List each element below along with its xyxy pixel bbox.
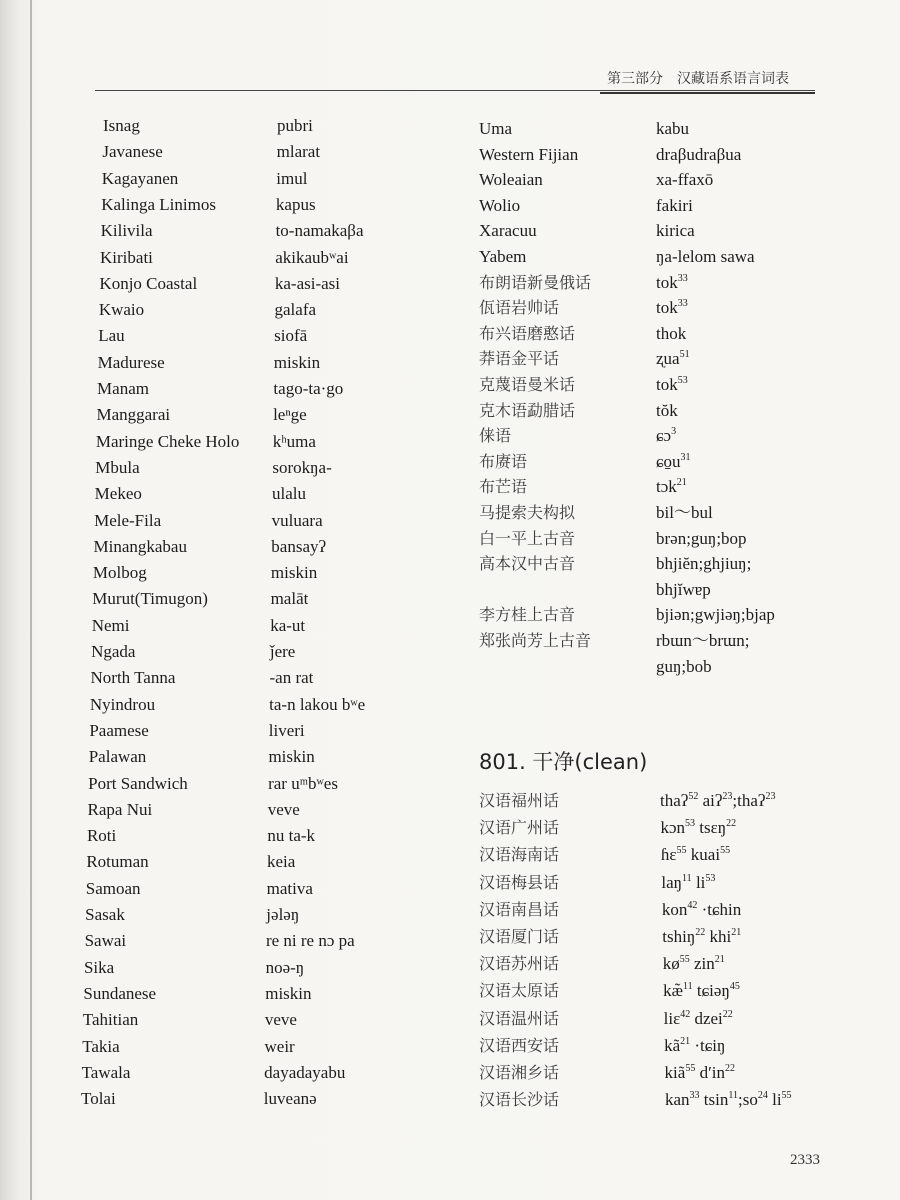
entry-form <box>656 375 688 395</box>
entry-language: 汉语温州话 <box>479 1008 560 1028</box>
entry-form-text: kʰuma <box>272 431 316 451</box>
entry-form <box>664 1009 733 1029</box>
entry-form-text: akikaubʷai <box>275 247 349 267</box>
entry-form <box>276 195 316 215</box>
entry-form-text: bil～bul <box>656 503 713 522</box>
entry-form-text: bhjĭwɐp <box>656 579 711 599</box>
entry-form-text: veve <box>267 799 300 819</box>
entry-language: Manggarai <box>96 405 171 425</box>
entry-form <box>265 1037 295 1057</box>
entry-form-text: tok <box>656 272 678 292</box>
entry-form <box>275 300 317 320</box>
entry-language: Port Sandwich <box>88 773 188 793</box>
entry-language: Lau <box>98 326 125 346</box>
entry-form-text: ulalu <box>272 484 306 504</box>
entry-form <box>660 791 775 811</box>
entry-form <box>664 1036 725 1056</box>
entry-language: 汉语海南话 <box>479 845 560 865</box>
entry-language: Konjo Coastal <box>99 273 198 293</box>
entry-form-text: jələŋ <box>266 905 300 924</box>
entry-form <box>656 196 693 216</box>
tone-number: 42 <box>680 1008 691 1020</box>
entry-form-text: laŋ <box>661 872 683 892</box>
tone-number: 23 <box>722 791 733 802</box>
entry-form-text: dayadayabu <box>264 1062 346 1082</box>
entry-form-text: li <box>767 1090 782 1110</box>
entry-language: Manam <box>97 379 149 398</box>
entry-form-text: rar uᵐbʷes <box>268 773 338 793</box>
running-header: 第三部分 汉藏语系语言词表 <box>607 71 789 87</box>
entry-form <box>266 958 305 978</box>
entry-form <box>656 349 690 369</box>
entry-form-text: weir <box>264 1036 295 1056</box>
entry-form <box>656 247 755 267</box>
entry-form <box>268 747 314 767</box>
entry-form-text: -an rat <box>269 668 314 688</box>
entry-language: Kalinga Linimos <box>101 194 216 214</box>
entry-language: 汉语福州话 <box>479 791 560 810</box>
entry-form-text: guŋ;bob <box>656 656 712 676</box>
entry-form-text: tɕiəŋ <box>692 981 730 1001</box>
entry-form <box>271 563 317 583</box>
tone-number: 22 <box>725 1063 736 1074</box>
entry-form-text: ʐua <box>656 349 680 369</box>
entry-form <box>264 1063 345 1083</box>
tone-number: 21 <box>680 1035 691 1047</box>
entry-form-text: tsin <box>699 1090 729 1110</box>
tone-number: 45 <box>729 981 740 993</box>
entry-language: 克木语勐腊话 <box>479 400 576 420</box>
entry-form <box>273 432 316 452</box>
tone-number: 53 <box>685 818 695 830</box>
tone-number: 53 <box>677 375 688 386</box>
entry-form-text: thaʔ <box>660 791 689 810</box>
entry-form-text: dzei <box>690 1008 723 1028</box>
tone-number: 11 <box>728 1090 738 1102</box>
entry-language: Roti <box>86 826 117 846</box>
entry-form <box>276 169 307 189</box>
entry-language: Mbula <box>95 457 140 477</box>
entry-form-text: ;so <box>738 1090 758 1110</box>
entry-form <box>661 845 730 865</box>
entry-form <box>656 170 713 190</box>
entry-form-text: ka-ut <box>270 615 306 635</box>
entry-form-text: ·tɕiŋ <box>690 1035 726 1055</box>
entry-form <box>276 221 364 241</box>
tone-number: 22 <box>695 927 706 938</box>
entry-form <box>661 873 715 893</box>
header-rule-thick <box>600 92 815 94</box>
entry-form-text: tok <box>656 298 678 318</box>
entry-language: Kilivila <box>100 221 153 241</box>
entry-form-text: miskin <box>268 747 315 767</box>
entry-form <box>656 554 751 574</box>
entry-language: 布赓语 <box>479 451 528 471</box>
entry-form <box>270 668 314 688</box>
entry-language: 汉语厦门话 <box>479 927 560 946</box>
entry-language: 莽语金平话 <box>479 349 560 369</box>
entry-language: Rapa Nui <box>87 799 153 819</box>
entry-language: North Tanna <box>90 668 176 688</box>
entry-language: 克蔑语曼米话 <box>479 375 576 394</box>
entry-form-text: mativa <box>266 878 313 898</box>
entry-form-text: khi <box>705 927 732 946</box>
page-number: 2333 <box>790 1152 820 1168</box>
entry-form-text: ta-n lakou bʷe <box>269 694 366 714</box>
entry-form <box>270 642 295 662</box>
entry-language: Palawan <box>88 747 147 767</box>
entry-form <box>273 405 307 425</box>
entry-form <box>656 503 713 523</box>
entry-language: Mele-Fila <box>94 510 162 530</box>
tone-number: 52 <box>688 791 699 802</box>
tone-number: 24 <box>757 1090 768 1102</box>
entry-form-text: liɛ <box>663 1008 681 1028</box>
entry-language: Kiribati <box>100 247 153 267</box>
entry-language: 李方桂上古音 <box>479 605 576 625</box>
tone-number: 55 <box>720 845 731 857</box>
header-rule <box>95 90 815 91</box>
entry-form-text: kã <box>664 1035 681 1055</box>
entry-language: Uma <box>479 119 513 138</box>
entry-form-text: tŏk <box>656 400 678 420</box>
entry-form-text: leⁿge <box>273 405 307 425</box>
entry-language: Ngada <box>91 642 136 661</box>
entry-form <box>267 852 295 872</box>
tone-number: 53 <box>705 872 716 884</box>
entry-form-text: draβudraβua <box>656 144 742 164</box>
entry-form-text: tɔk <box>656 477 677 497</box>
entry-language: 汉语南昌话 <box>479 899 560 919</box>
entry-language: 布兴语磨憨话 <box>479 323 576 343</box>
entry-form <box>663 981 740 1001</box>
entry-form <box>267 826 315 846</box>
entry-form <box>656 426 676 446</box>
entry-form <box>656 298 688 318</box>
entry-form <box>656 605 775 625</box>
entry-form <box>656 324 686 344</box>
entry-form <box>268 774 338 794</box>
entry-language: Murut(Timugon) <box>92 589 208 609</box>
entry-form-text: siofā <box>274 326 308 346</box>
entry-form <box>656 580 711 600</box>
entry-form <box>272 458 331 478</box>
tone-number: 42 <box>687 899 698 911</box>
tone-number: 21 <box>714 954 725 966</box>
entry-form <box>273 379 343 399</box>
entry-language: Maringe Cheke Holo <box>95 431 240 451</box>
entry-language: Madurese <box>97 352 165 372</box>
entry-language: 布芒语 <box>479 477 528 497</box>
tone-number: 33 <box>677 298 688 310</box>
entry-form <box>660 818 736 838</box>
entry-language: Paamese <box>89 720 149 740</box>
entry-form <box>271 537 326 557</box>
entry-language: Samoan <box>85 878 141 898</box>
entry-language: 汉语湘乡话 <box>479 1063 560 1082</box>
entry-form <box>272 511 323 531</box>
entry-form-text: keia <box>267 852 296 872</box>
entry-form <box>275 248 348 268</box>
entry-form <box>656 477 687 497</box>
entry-language: 俫语 <box>479 426 512 446</box>
entry-language: Molbog <box>92 563 147 583</box>
entry-form <box>274 353 320 373</box>
tone-number: 11 <box>682 872 692 884</box>
entry-form-text: noə-ŋ <box>265 957 305 977</box>
entry-language: Yabem <box>479 247 527 266</box>
entry-form <box>663 954 725 974</box>
entry-form-text: to-namakaβa <box>275 221 364 241</box>
entry-form-text: aiʔ <box>698 791 723 810</box>
entry-form <box>270 616 305 636</box>
section-title: 801. 干净(clean) <box>479 750 648 774</box>
entry-form <box>656 452 691 472</box>
entry-form-text: ǰere <box>269 642 296 661</box>
entry-form-text: galafa <box>274 300 317 320</box>
entry-form-text: zin <box>689 954 715 974</box>
entry-form <box>656 221 695 241</box>
entry-language: 汉语苏州话 <box>479 954 560 974</box>
entry-language: Tolai <box>81 1089 116 1109</box>
entry-language: Kagayanen <box>101 168 179 188</box>
entry-form-text: pubri <box>277 116 313 135</box>
entry-form-text: ;thaʔ <box>732 791 766 810</box>
entry-form <box>275 274 340 294</box>
entry-form-text: bansayʔ <box>271 536 327 556</box>
entry-form <box>274 326 307 346</box>
tone-number: 55 <box>685 1063 696 1074</box>
tone-number: 22 <box>722 1008 733 1020</box>
entry-form-text: xa-ffaxō <box>656 170 714 190</box>
entry-form-text: kapus <box>275 194 316 214</box>
entry-form-text: kø <box>662 954 680 974</box>
entry-form-text: rbɯn～brɯn; <box>656 631 750 650</box>
entry-form <box>268 800 300 820</box>
entry-form-text: re ni re nɔ pa <box>265 931 355 951</box>
entry-form-text: bhjiĕn;ghjiuŋ; <box>656 554 752 574</box>
entry-form-text: thok <box>656 323 687 343</box>
entry-language: Sawai <box>84 931 127 951</box>
entry-language: 汉语西安话 <box>479 1035 560 1055</box>
entry-language: Javanese <box>102 142 163 162</box>
entry-form-text: sorokŋa- <box>272 457 332 477</box>
entry-form <box>266 931 355 951</box>
tone-number: 31 <box>680 451 691 463</box>
entry-form-text: kæ̃ <box>663 981 684 1001</box>
entry-language: Takia <box>82 1036 120 1056</box>
entry-form-text: bjiən;gwjiəŋ;bjap <box>656 605 775 625</box>
tone-number: 55 <box>679 954 690 966</box>
entry-language: Isnag <box>103 116 140 135</box>
tone-number: 11 <box>683 981 693 993</box>
entry-form-text: kɔn <box>660 818 685 838</box>
entry-form <box>271 589 309 609</box>
entry-form-text: tsɛŋ <box>695 818 727 838</box>
entry-form-text: kiã <box>664 1063 686 1082</box>
entry-form-text: tago-ta·go <box>273 379 344 398</box>
entry-form-text: luveanə <box>263 1089 317 1109</box>
entry-form <box>656 401 678 421</box>
entry-language: 郑张尚芳上古音 <box>479 631 592 650</box>
tone-number: 55 <box>676 845 687 857</box>
entry-form-text: imul <box>276 168 308 188</box>
entry-form <box>656 631 750 651</box>
entry-form-text: liveri <box>268 720 305 740</box>
page-spine-shadow <box>30 0 32 1200</box>
entry-language: Sundanese <box>83 983 157 1003</box>
entry-form-text: malāt <box>270 589 309 609</box>
entry-form-text: kabu <box>656 119 690 138</box>
entry-form <box>265 1010 297 1030</box>
entry-form-text: kon <box>661 899 688 919</box>
entry-form-text: miskin <box>265 983 312 1003</box>
entry-language: Xaracuu <box>479 221 537 241</box>
entry-form <box>269 695 365 715</box>
entry-language: 布朗语新曼俄话 <box>479 272 592 292</box>
entry-form <box>269 721 305 741</box>
tone-number: 23 <box>765 791 776 802</box>
entry-form <box>662 900 741 920</box>
entry-form <box>266 905 299 925</box>
entry-form <box>656 145 741 165</box>
entry-form-text: brən;guŋ;bop <box>656 528 747 548</box>
entry-language: 马提索夫构拟 <box>479 503 576 522</box>
entry-form-text: ka-asi-asi <box>274 273 340 293</box>
entry-language: Tawala <box>81 1062 131 1082</box>
entry-language: Kwaio <box>98 300 145 320</box>
entry-language: 汉语太原话 <box>479 981 560 1001</box>
entry-form <box>656 273 688 293</box>
tone-number: 3 <box>671 426 677 438</box>
entry-form-text: vuluara <box>271 510 323 530</box>
entry-language: 白一平上古音 <box>479 528 576 548</box>
entry-form <box>656 119 689 139</box>
entry-form-text: dʹin <box>695 1063 726 1082</box>
entry-form-text: li <box>691 872 706 892</box>
entry-form <box>665 1063 735 1083</box>
entry-language: 佤语岩帅话 <box>479 298 560 318</box>
entry-form-text: ɕo̱u <box>656 451 681 471</box>
entry-language: 汉语梅县话 <box>479 872 560 892</box>
entry-form-text: ·tɕhin <box>697 899 742 919</box>
entry-form <box>267 879 313 899</box>
entry-form <box>656 657 712 677</box>
entry-language: Western Fijian <box>479 144 579 164</box>
entry-form-text: tok <box>656 375 678 394</box>
entry-form-text: nu ta-k <box>267 826 316 846</box>
entry-form-text: fakiri <box>656 195 693 215</box>
entry-form-text: kuai <box>686 845 721 865</box>
tone-number: 51 <box>679 349 690 361</box>
tone-number: 33 <box>677 272 688 284</box>
entry-language: 汉语长沙话 <box>479 1090 560 1110</box>
tone-number: 22 <box>726 818 737 830</box>
entry-form-text: miskin <box>273 352 321 372</box>
entry-language: Mekeo <box>94 484 142 504</box>
entry-form <box>277 142 320 162</box>
entry-language: 高本汉中古音 <box>479 554 576 574</box>
entry-form-text: mlarat <box>276 142 321 162</box>
entry-language: Sika <box>83 957 115 977</box>
entry-form <box>265 984 311 1004</box>
entry-language: Rotuman <box>86 852 149 872</box>
tone-number: 21 <box>676 477 687 489</box>
entry-form <box>656 529 747 549</box>
entry-form-text: kan <box>665 1090 690 1110</box>
entry-form <box>662 927 741 947</box>
tone-number: 21 <box>731 927 742 938</box>
entry-form-text: veve <box>264 1010 297 1030</box>
entry-form-text: ŋa-lelom sawa <box>656 247 755 266</box>
entry-form <box>272 484 306 504</box>
entry-language: 汉语广州话 <box>479 818 560 838</box>
entry-language: Minangkabau <box>93 536 187 556</box>
entry-language: Nyindrou <box>89 694 156 714</box>
entry-form-text: ɕɔ <box>656 426 672 446</box>
entry-form <box>277 116 313 136</box>
entry-language: Woleaian <box>479 170 543 190</box>
entry-form-text: kirica <box>656 221 695 241</box>
entry-form <box>665 1090 792 1110</box>
entry-form-text: tshiŋ <box>662 927 696 946</box>
entry-language: Tahitian <box>82 1010 139 1030</box>
tone-number: 55 <box>781 1090 792 1102</box>
entry-language: Sasak <box>85 905 125 924</box>
entry-form-text: ɦɛ <box>660 845 677 865</box>
entry-language: Wolio <box>479 195 521 215</box>
entry-language: Nemi <box>91 615 130 635</box>
entry-form-text: miskin <box>270 563 318 583</box>
entry-form <box>264 1089 317 1109</box>
tone-number: 33 <box>689 1090 700 1102</box>
